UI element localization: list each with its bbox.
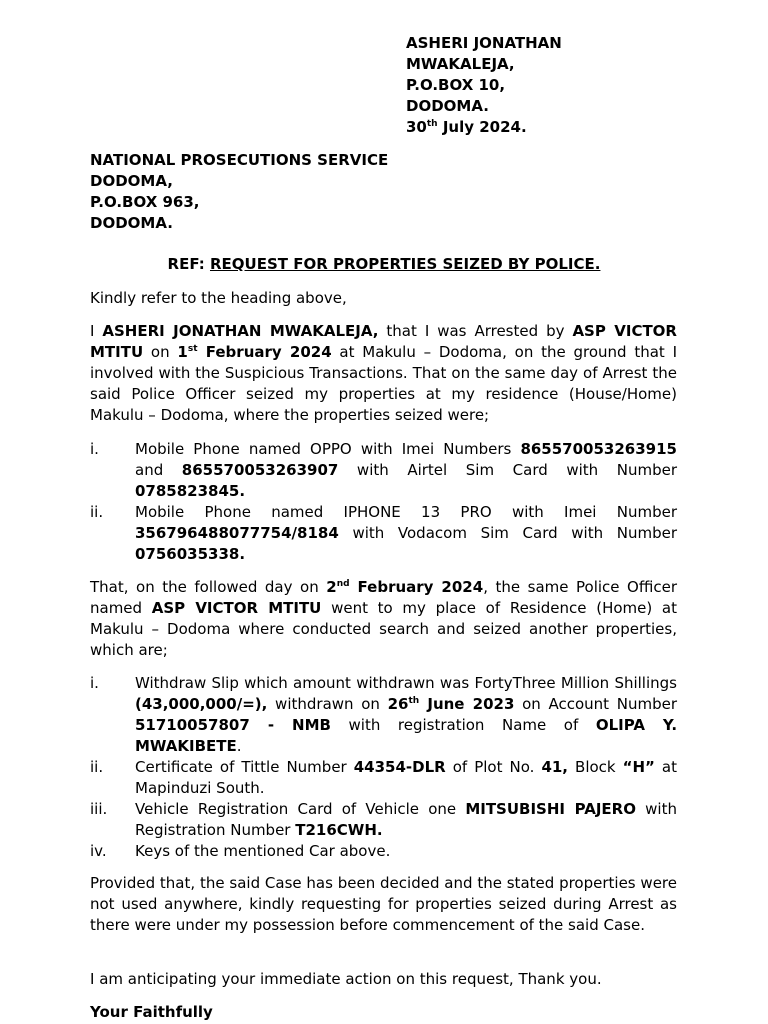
list-item: ii. Certificate of Tittle Number 44354-DLR of Plot No. 41, Block “H” at Mapinduzi South.: [90, 758, 677, 797]
recipient-line: NATIONAL PROSECUTIONS SERVICE: [90, 151, 389, 169]
list-item: iii. Vehicle Registration Card of Vehicle one MITSUBISHI PAJERO with Registration Number T216CWH.: [90, 800, 677, 839]
letter-date: 30th July 2024.: [406, 118, 527, 136]
reference-heading: REF: REQUEST FOR PROPERTIES SEIZED BY POLICE.: [167, 255, 601, 273]
recipient-line: P.O.BOX 963,: [90, 193, 200, 211]
reference-subject: REQUEST FOR PROPERTIES SEIZED BY POLICE.: [209, 255, 601, 273]
sender-line: DODOMA.: [406, 97, 489, 115]
greeting: Kindly refer to the heading above,: [90, 289, 347, 307]
seized-properties-list-2: [90, 673, 677, 862]
paragraph-anticipation: I am anticipating your immediate action on this request, Thank you.: [90, 970, 602, 988]
list-item: iv. Keys of the mentioned Car above.: [90, 842, 391, 860]
list-item: ii. Mobile Phone named IPHONE 13 PRO with Imei Number 356796488077754/8184 with Vodacom Sim Card with Number 0756035338.: [90, 503, 677, 563]
recipient-address: [90, 150, 388, 234]
sender-line: P.O.BOX 10,: [406, 76, 506, 94]
list-item: i. Mobile Phone named OPPO with Imei Numbers 865570053263915 and 865570053263907 with Airtel Sim Card with Number 0785823845.: [90, 440, 677, 500]
recipient-line: DODOMA,: [90, 172, 173, 190]
paragraph-arrest: I ASHERI JONATHAN MWAKALEJA, that I was Arrested by ASP VICTOR MTITU on 1st February 2024 at Makulu – Dodoma, on the ground that I involved with the Suspicious Transactions. That on the same day of Arrest the said Police Officer seized my properties at my residence (House/Home) Makulu – Dodoma, where the properties seized were;: [90, 322, 678, 424]
sender-line: MWAKALEJA,: [406, 55, 515, 73]
sender-address: [406, 33, 562, 138]
recipient-line: DODOMA.: [90, 214, 173, 232]
sender-line: ASHERI JONATHAN: [406, 34, 562, 52]
paragraph-request: Provided that, the said Case has been decided and the stated properties were not used anywhere, kindly requesting for properties seized during Arrest as there were under my possession before commencement of the said Case.: [90, 874, 677, 934]
list-item: i. Withdraw Slip which amount withdrawn was FortyThree Million Shillings (43,000,000/=), withdrawn on 26th June 2023 on Account Number 51710057807 - NMB with registration Name of OLIPA Y. MWAKIBETE.: [90, 674, 678, 755]
paragraph-second-search: That, on the followed day on 2nd February 2024, the same Police Officer named ASP VICTOR MTITU went to my place of Residence (Home) at Makulu – Dodoma where conducted search and seized another properties, which are;: [90, 578, 677, 659]
seized-properties-list-1: [90, 439, 677, 565]
closing-salutation: Your Faithfully: [90, 1003, 213, 1021]
